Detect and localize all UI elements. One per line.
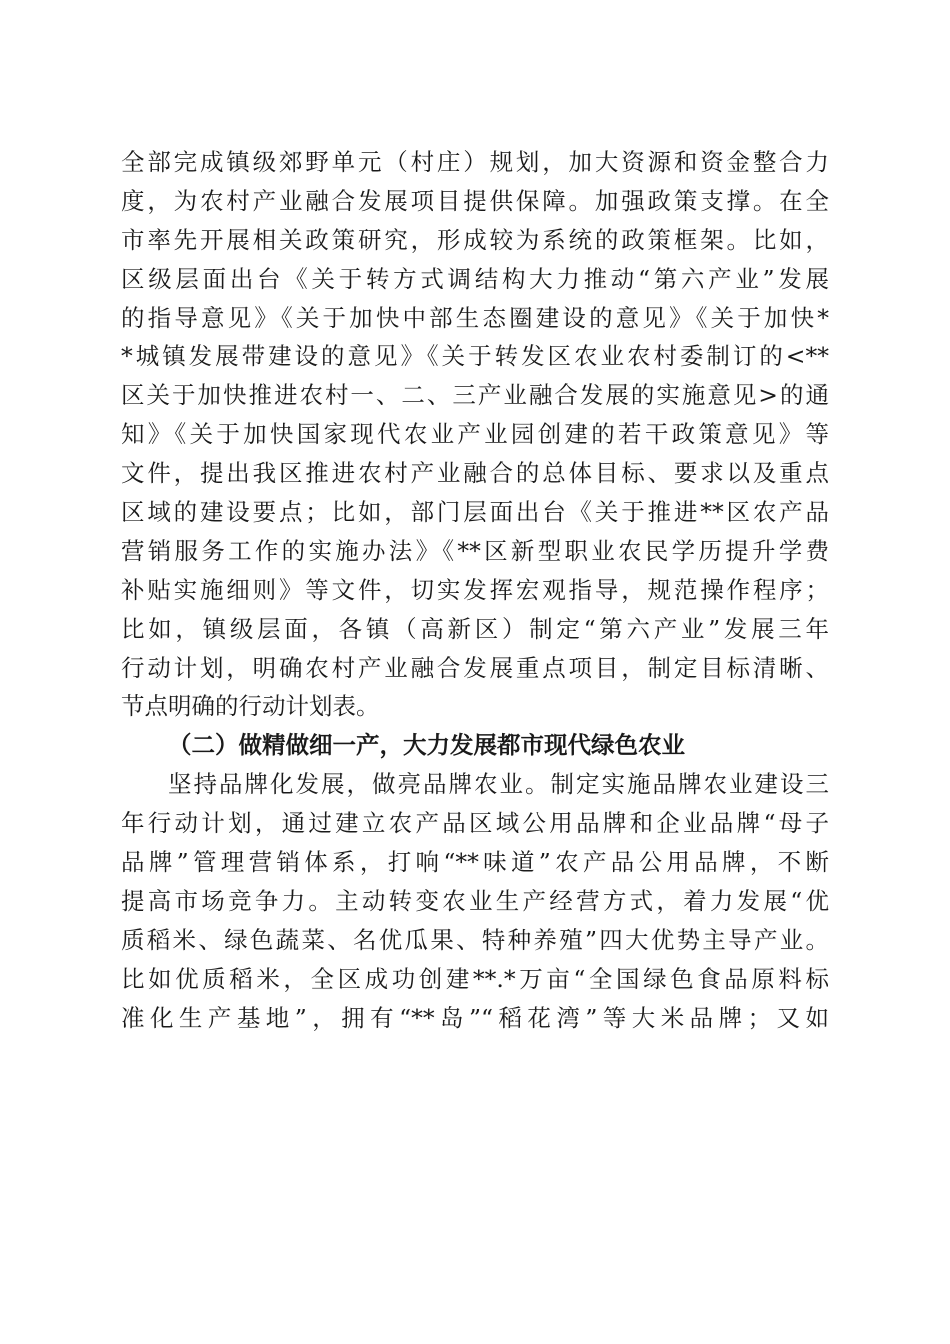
paragraph-policy-support	[121, 143, 829, 726]
section-heading: （二）做精做细一产，大力发展都市现代绿色农业	[168, 731, 685, 760]
text-line: 提高市场竞争力。主动转变农业生产经营方式，着力发展“优	[121, 886, 829, 915]
text-line: 比如，镇级层面，各镇（高新区）制定“第六产业”发展三年	[121, 614, 829, 643]
text-line-last: 节点明确的行动计划表。	[121, 692, 380, 721]
text-line: 市率先开展相关政策研究，形成较为系统的政策框架。比如，	[121, 225, 829, 254]
text-line: 的指导意见》《关于加快中部生态圈建设的意见》《关于加快*	[121, 303, 829, 332]
document-body	[121, 143, 829, 1037]
paragraph-brand-agriculture	[121, 765, 829, 1037]
text-line: 营销服务工作的实施办法》《**区新型职业农民学历提升学费	[121, 536, 829, 565]
text-line: 质稻米、绿色蔬菜、名优瓜果、特种养殖”四大优势主导产业。	[121, 925, 829, 954]
text-line: 区域的建设要点；比如，部门层面出台《关于推进**区农产品	[121, 498, 829, 527]
text-line: *城镇发展带建设的意见》《关于转发区农业农村委制订的<**	[121, 342, 829, 371]
text-line: 准化生产基地”，拥有“**岛”“稻花湾”等大米品牌；又如	[121, 1003, 829, 1032]
text-line: 比如优质稻米，全区成功创建**.*万亩“全国绿色食品原料标	[121, 964, 829, 993]
text-line: 补贴实施细则》等文件，切实发挥宏观指导，规范操作程序；	[121, 575, 829, 604]
text-line: 文件，提出我区推进农村产业融合的总体目标、要求以及重点	[121, 459, 829, 488]
text-line-first: 坚持品牌化发展，做亮品牌农业。制定实施品牌农业建设三	[168, 770, 829, 799]
text-line: 知》《关于加快国家现代农业产业园创建的若干政策意见》等	[121, 420, 829, 449]
text-line: 品牌”管理营销体系，打响“**味道”农产品公用品牌，不断	[121, 848, 829, 877]
text-line: 行动计划，明确农村产业融合发展重点项目，制定目标清晰、	[121, 653, 829, 682]
text-line: 度，为农村产业融合发展项目提供保障。加强政策支撑。在全	[121, 186, 829, 215]
text-line: 区关于加快推进农村一、二、三产业融合发展的实施意见>的通	[121, 381, 829, 410]
text-line: 全部完成镇级郊野单元（村庄）规划，加大资源和资金整合力	[121, 148, 829, 176]
text-line: 区级层面出台《关于转方式调结构大力推动“第六产业”发展	[121, 264, 829, 293]
text-line: 年行动计划，通过建立农产品区域公用品牌和企业品牌“母子	[121, 809, 829, 838]
